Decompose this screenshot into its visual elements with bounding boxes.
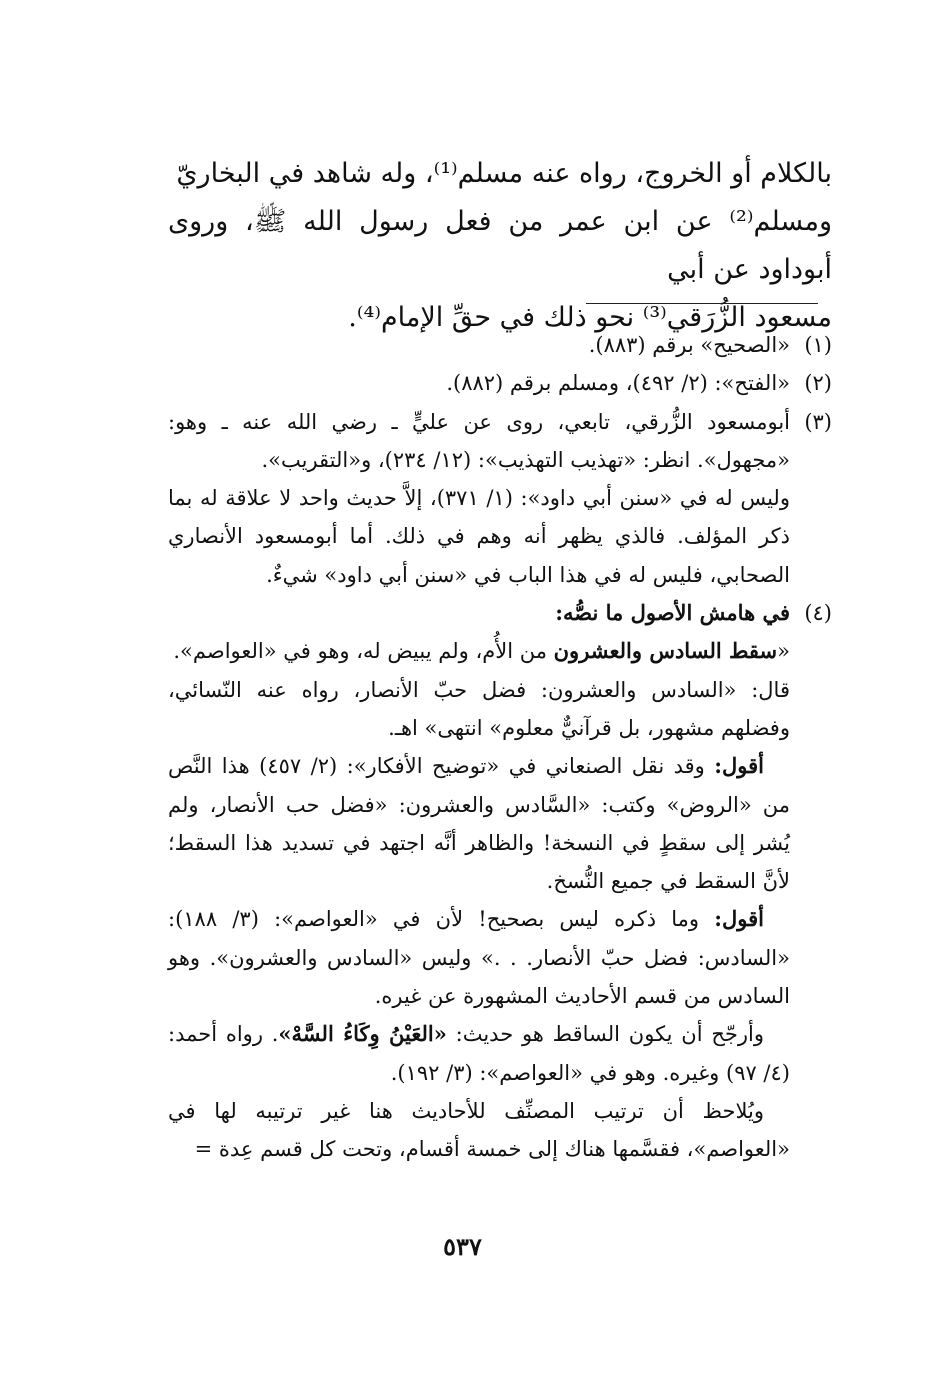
footnote-3 [168,403,832,594]
footnote-paragraph [168,1015,790,1092]
quote-mark: « [777,639,790,664]
footnote-text: «الفتح»: (٢/ ٤٩٢)، ومسلم برقم (٨٨٢). [446,371,790,396]
paragraph-text: وما ذكره ليس بصحيح! لأن في «العواصم»: (٣/ ١٨٨): «السادس: فضل حبّ الأنصار. . .» وليس «السادس والعشرون». وهو السادس من قسم الأحاديث المشهورة عن غيره. [168,907,790,1009]
footnote-number: (١) [804,333,832,357]
footnote-number: (٤) [804,601,832,626]
footnote-heading: في هامش الأصول ما نصُّه: [555,600,790,626]
footnote-number: (٣) [804,409,832,434]
footnote-separator [586,303,818,304]
footnote-number: (٢) [804,371,832,396]
footnote-text: «الصحيح» برقم (٨٨٣). [588,333,790,357]
footnote-paragraph: أبومسعود الزُّرقي، تابعي، روى عن عليٍّ ـ رضي الله عنه ـ وهو: «مجهول». انظر: «تهذيب التهذيب»: (١٢/ ٢٣٤)، و«التقريب». [168,409,790,472]
footnotes [168,326,832,1169]
footnote-paragraph: قال: «السادس والعشرون: فضل حبّ الأنصار، رواه عنه النّسائي، وفضلهم مشهور، بل قرآنيٌّ معلوم» انتهى» اهـ. [168,677,790,740]
main-line-2: ومسلم⁽²⁾ عن ابن عمر من فعل رسول الله ﷺ، وروى أبوداود عن أبي [168,206,832,285]
footnote-4 [168,594,832,1168]
paragraph-text: وأرجّح أن يكون الساقط هو حديث: [446,1022,764,1047]
footnote-1 [168,326,832,364]
paragraph-text: . رواه أحمد: (٤/ ٩٧) وغيره. وهو في «العواصم»: (٣/ ١٩٢). [168,1022,790,1085]
footnote-2 [168,364,832,402]
footnote-paragraph [168,747,790,900]
main-line-3: مسعود الزُّرَقي⁽³⁾ نحو ذلك في حقِّ الإمام⁽⁴⁾. [348,302,832,333]
footnote-paragraph [168,900,790,1015]
bold-phrase: سقط السادس والعشرون [553,638,778,664]
bold-phrase: «العَيْنُ وِكَاءُ السَّهْ» [278,1021,447,1047]
footnote-paragraph: ويُلاحظ أن ترتيب المصنِّف للأحاديث هنا غير ترتيبه لها في «العواصم»، فقسَّمها هناك إلى خمسة أقسام، وتحت كل قسم عِدة = [168,1098,790,1162]
footnote-paragraph [168,632,790,670]
paragraph-text: وقد نقل الصنعاني في «توضيح الأفكار»: (٢/ ٤٥٧) هذا النَّص من «الروض» وكتب: «السَّادس والعشرون: «فضل حب الأنصار، ولم يُشر إلى سقطٍ في النسخة! والظاهر أنَّه اجتهد في تسديد هذا السقط؛ لأنَّ السقط في جميع النُّسخ. [168,754,790,894]
main-text [168,150,832,342]
paragraph-text: من الأُم، ولم يبيض له، وهو في «العواصم». [173,639,554,664]
main-line-1: بالكلام أو الخروج، رواه عنه مسلم⁽¹⁾، وله شاهد في البخاريّ [176,158,832,189]
paragraph-label: أقول: [714,753,764,779]
page-number: ٥٣٧ [443,1232,482,1261]
paragraph-label: أقول: [714,906,764,932]
footnote-paragraph: وليس له في «سنن أبي داود»: (١/ ٣٧١)، إلاَّ حديث واحد لا علاقة له بما ذكر المؤلف. فالذي يظهر أنه وهم في ذلك. أما أبومسعود الأنصاري الصحابي، فليس له في هذا الباب في «سنن أبي داود» شيءٌ. [168,486,790,587]
